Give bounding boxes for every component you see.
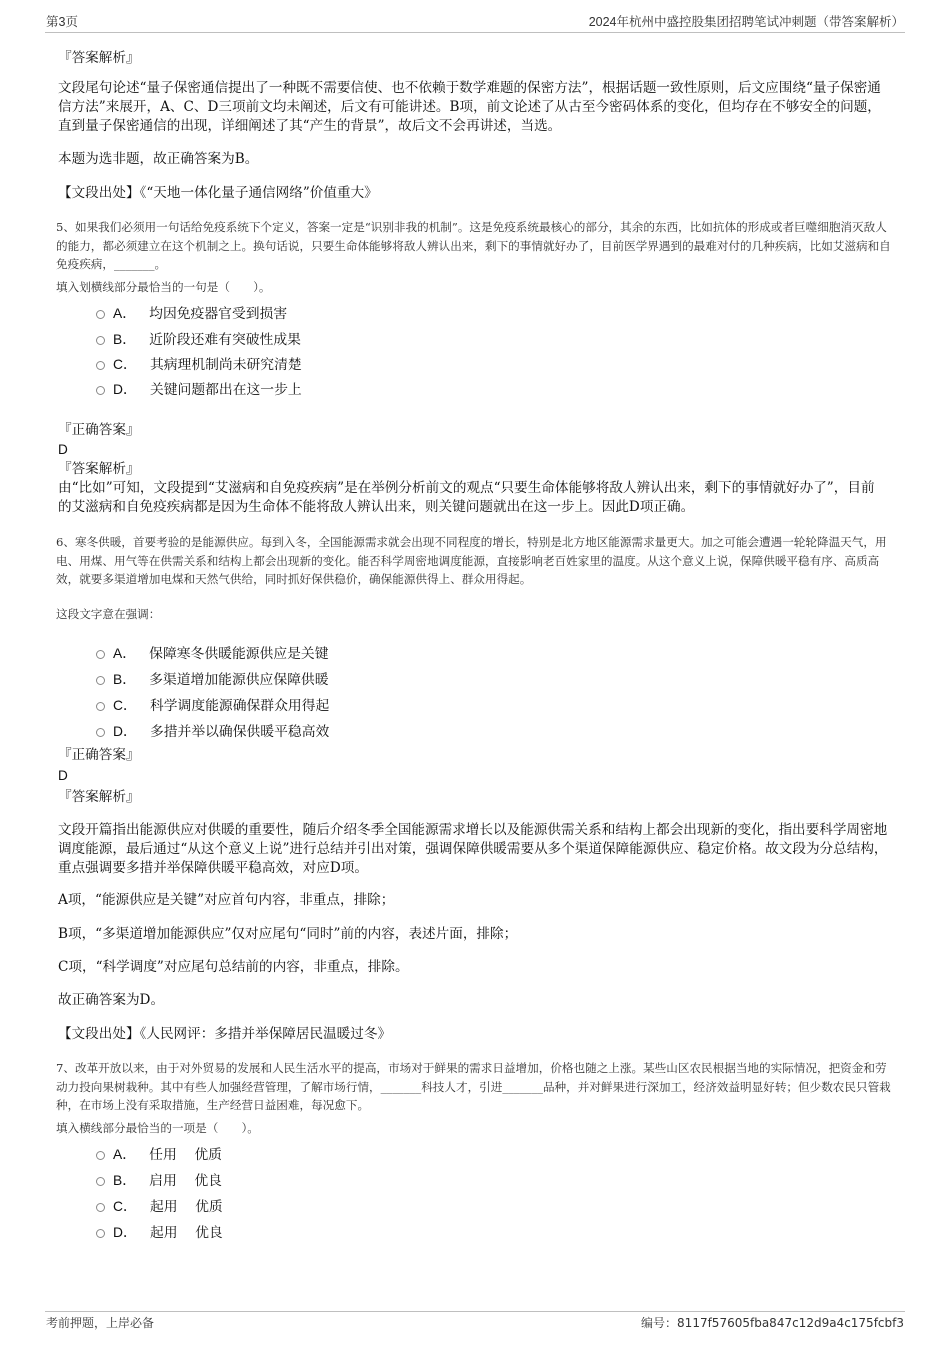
option-letter: B． (113, 332, 136, 347)
q5-answer: D (58, 442, 68, 457)
option-letter: C． (113, 1199, 137, 1214)
q6-line-c: C项，“科学调度”对应尾句总结前的内容，非重点，排除。 (58, 959, 409, 975)
option-letter: A． (113, 1147, 136, 1162)
radio-button-icon[interactable] (96, 728, 105, 737)
option-letter: B． (113, 672, 136, 687)
option-text: 多渠道增加能源供应保障供暖 (149, 672, 329, 688)
option-text: 关键问题都出在这一步上 (149, 382, 302, 398)
radio-button-icon[interactable] (96, 1151, 105, 1160)
option-letter: A． (113, 646, 136, 661)
page-number: 第3页 (46, 15, 78, 29)
q5-analysis-label: 『答案解析』 (58, 461, 140, 477)
q6-option-c[interactable] (96, 694, 329, 714)
q6-conclusion: 故正确答案为D。 (58, 992, 165, 1008)
q7-option-a[interactable] (96, 1143, 222, 1163)
q5-analysis-text: 由“比如”可知，文段提到“艾滋病和自免疫疾病”是在举例分析前文的观点“只要生命体能够将敌人辨认出来，剩下的事情就好办了”，目前的艾滋病和自免疫疾病都是因为生命体不能将敌人辨认出来，则关键问题就出在这一步上。因此D项正确。 (58, 480, 875, 515)
q6-analysis-text: 文段开篇指出能源供应对供暖的重要性，随后介绍冬季全国能源需求增长以及能源供需关系和结构上都会出现新的变化，指出要科学周密地调度能源，最后通过“从这个意义上说”进行总结并引出对策，强调保障供暖需要从多个渠道保障能源供应、稳定价格。故文段为分总结构，重点强调要多措并举保障供暖平稳高效，对应D项。 (58, 822, 888, 876)
option-word-2: 优良 (194, 1173, 222, 1189)
q6-stem: 6、寒冬供暖，首要考验的是能源供应。每到入冬，全国能源需求就会出现不同程度的增长，特别是北方地区能源需求量更大。加之可能会遭遇一轮轮降温天气，用电、用煤、用气等在供需关系和结构上都会出现新的变化。能否科学周密地调度能源，直接影响老百姓家里的温度。从这个意义上说，保障供暖平稳有序、高质高效，就要多渠道增加电煤和天然气供给，同时抓好保供稳价，确保能源供得上、群众用得起。 (56, 535, 887, 586)
q5-prompt: 填入划横线部分最恰当的一句是（ ）。 (56, 280, 271, 294)
option-text: 科学调度能源确保群众用得起 (149, 698, 330, 714)
q5-answer-label: 『正确答案』 (58, 422, 140, 438)
q4-conclusion: 本题为选非题，故正确答案为B。 (58, 151, 259, 167)
q4-analysis-text: 文段尾句论述“量子保密通信提出了一种既不需要信使、也不依赖于数学难题的保密方法”，根据话题一致性原则，后文应围绕“量子保密通信方法”来展开，A、C、D三项前文均未阐述，后文有可能讲述。B项，前文论述了从古至今密码体系的变化，但均存在不够安全的问题，直到量子保密通信的出现，详细阐述了其“产生的背景”，故后文不会再讲述，当选。 (58, 80, 881, 134)
option-letter: A． (113, 306, 136, 321)
radio-button-icon[interactable] (96, 361, 105, 370)
radio-button-icon[interactable] (96, 702, 105, 711)
q7-option-d[interactable] (96, 1221, 223, 1241)
q7-prompt: 填入横线部分最恰当的一项是（ ）。 (56, 1121, 259, 1135)
footer-slogan: 考前押题，上岸必备 (46, 1316, 155, 1330)
q5-option-d[interactable] (96, 378, 302, 398)
option-letter: D． (113, 1225, 137, 1240)
radio-button-icon[interactable] (96, 386, 105, 395)
option-word-1: 任用 (149, 1147, 177, 1163)
option-word-1: 起用 (149, 1199, 178, 1215)
q6-line-a: A项，“能源供应是关键”对应首句内容，非重点，排除； (58, 892, 395, 908)
q6-option-a[interactable] (96, 642, 329, 662)
option-word-1: 起用 (149, 1225, 178, 1241)
radio-button-icon[interactable] (96, 336, 105, 345)
option-letter: C． (113, 698, 137, 713)
option-text: 其病理机制尚未研究清楚 (149, 357, 302, 373)
q6-option-d[interactable] (96, 720, 329, 740)
radio-button-icon[interactable] (96, 1229, 105, 1238)
option-text: 保障寒冬供暖能源供应是关键 (149, 646, 329, 662)
option-word-1: 启用 (149, 1173, 177, 1189)
q4-source: 【文段出处】《“天地一体化量子通信网络”价值重大》 (58, 185, 378, 201)
q7-option-b[interactable] (96, 1169, 222, 1189)
document-title: 2024年杭州中盛控股集团招聘笔试冲刺题（带答案解析） (588, 15, 904, 29)
option-letter: B． (113, 1173, 136, 1188)
option-word-2: 优质 (194, 1147, 222, 1163)
option-text: 近阶段还难有突破性成果 (149, 332, 301, 348)
q5-stem: 5、如果我们必须用一句话给免疫系统下个定义，答案一定是“识别非我的机制”。这是免疫系统最核心的部分，其余的东西，比如抗体的形成或者巨噬细胞消灭敌人的能力，都必须建立在这个机制之上。换句话说，只要生命体能够将敌人辨认出来，剩下的事情就好办了，目前医学界遇到的最难对付的几种疾病，比如艾滋病和自免疫疾病，_______。 (56, 220, 891, 271)
radio-button-icon[interactable] (96, 676, 105, 685)
option-word-2: 优良 (195, 1225, 223, 1241)
option-word-2: 优质 (195, 1199, 223, 1215)
q6-source: 【文段出处】《人民网评：多措并举保障居民温暖过冬》 (58, 1026, 392, 1042)
option-letter: D． (113, 724, 137, 739)
q6-answer-label: 『正确答案』 (58, 747, 140, 763)
radio-button-icon[interactable] (96, 1177, 105, 1186)
header-divider (45, 32, 905, 33)
radio-button-icon[interactable] (96, 1203, 105, 1212)
q5-option-a[interactable] (96, 302, 287, 322)
q5-option-c[interactable] (96, 353, 302, 373)
option-text: 均因免疫器官受到损害 (149, 306, 288, 322)
q7-option-c[interactable] (96, 1195, 223, 1215)
q5-option-b[interactable] (96, 328, 301, 348)
q4-analysis-label: 『答案解析』 (58, 50, 140, 66)
q6-analysis-label: 『答案解析』 (58, 789, 140, 805)
q7-stem: 7、改革开放以来，由于对外贸易的发展和人民生活水平的提高，市场对于鲜果的需求日益增加，价格也随之上涨。某些山区农民根据当地的实际情况，把资金和劳动力投向果树栽种。其中有些人加强经营管理，了解市场行情，_______科技人才，引进_______品种，并对鲜果进行深加工，经济效益明显好转；但少数农民只管栽种，在市场上没有采取措施，生产经营日益困难，每况愈下。 (56, 1061, 891, 1112)
q6-line-b: B项，“多渠道增加能源供应”仅对应尾句“同时”前的内容，表述片面，排除； (58, 926, 518, 942)
footer-divider (45, 1311, 905, 1312)
option-letter: D． (113, 382, 137, 397)
q6-prompt: 这段文字意在强调： (56, 607, 161, 621)
q6-option-b[interactable] (96, 668, 329, 688)
option-text: 多措并举以确保供暖平稳高效 (149, 724, 330, 740)
footer-id: 编号：8117f57605fba847c12d9a4c175fcbf3 (641, 1316, 904, 1330)
option-letter: C． (113, 357, 137, 372)
radio-button-icon[interactable] (96, 310, 105, 319)
q6-answer: D (58, 768, 68, 783)
radio-button-icon[interactable] (96, 650, 105, 659)
